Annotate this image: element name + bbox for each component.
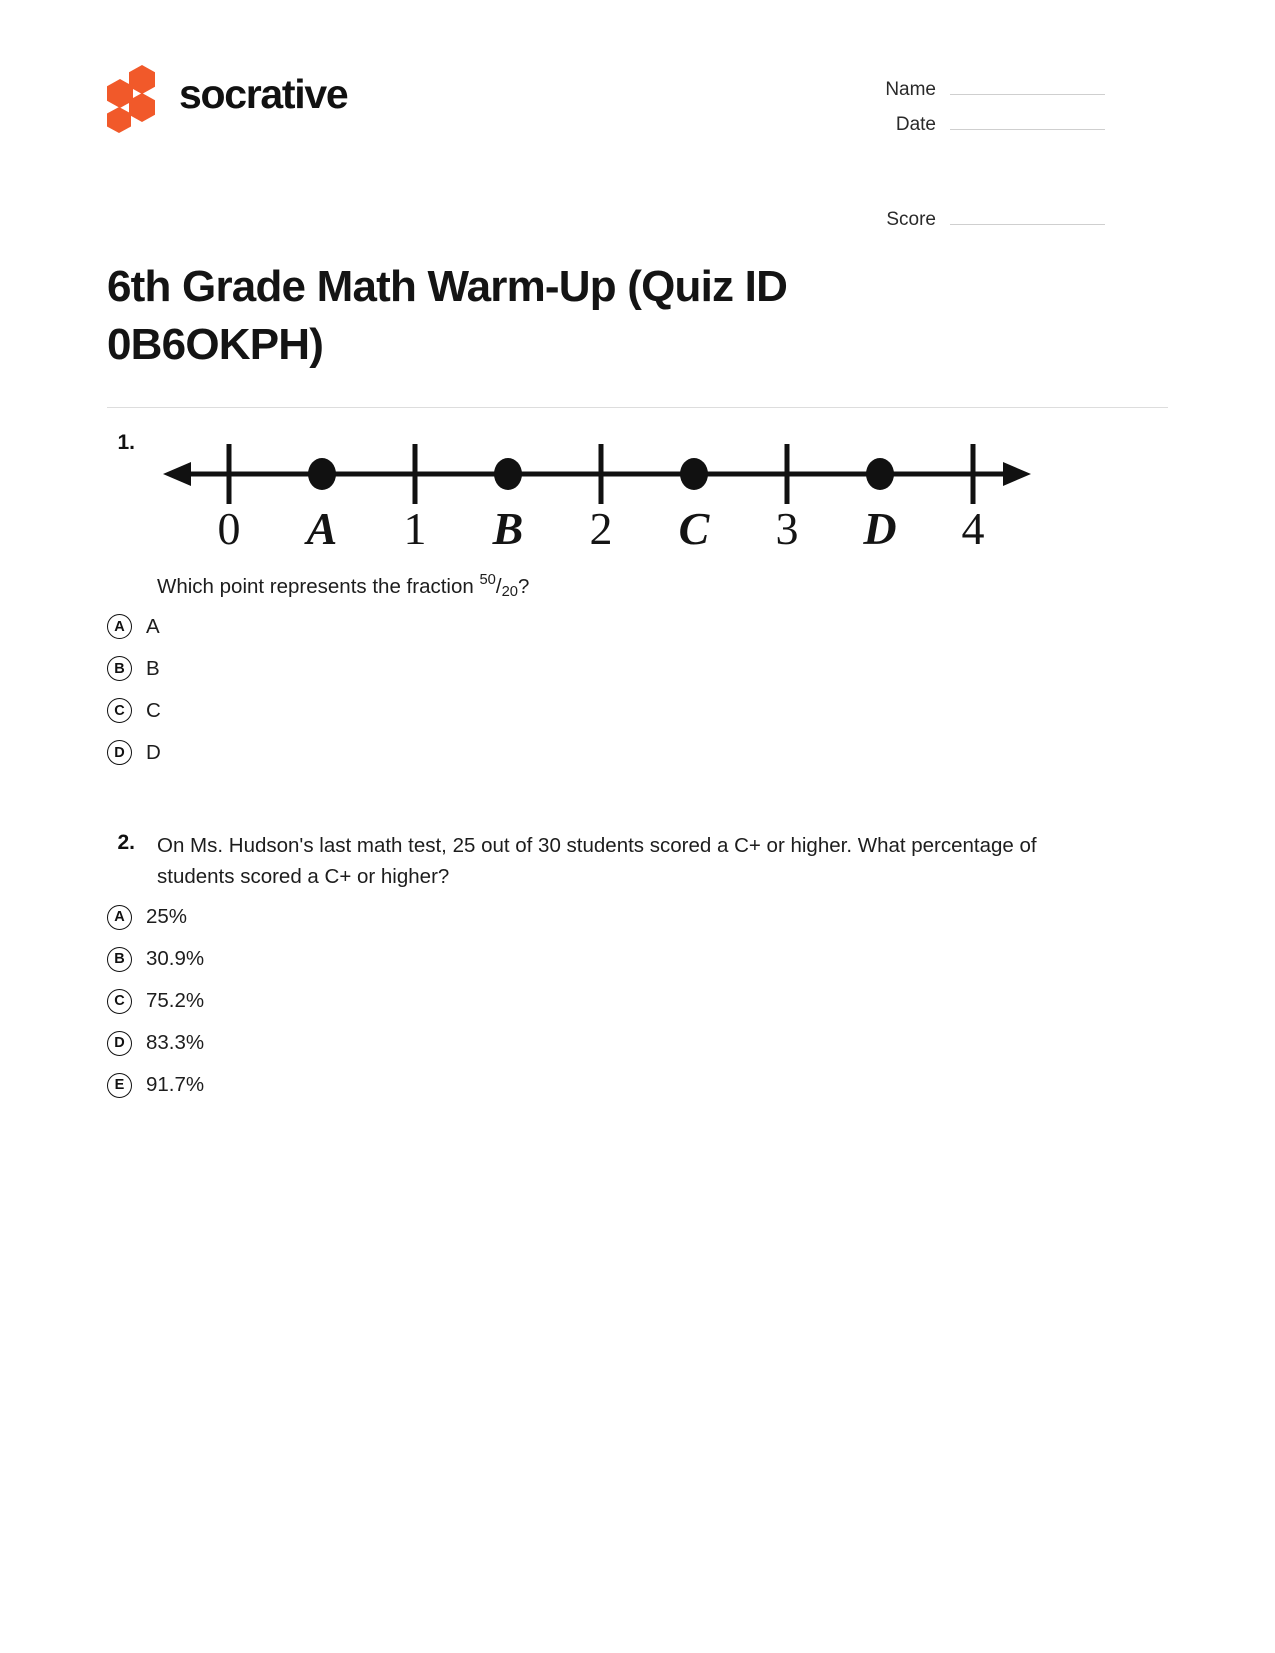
page-header [0, 0, 1275, 240]
question-1 [107, 430, 1168, 765]
option-bubble-c[interactable]: C [107, 989, 132, 1014]
svg-text:1: 1 [403, 503, 427, 553]
option-2-e[interactable] [107, 1073, 1168, 1098]
option-1-a[interactable] [107, 614, 1168, 639]
option-label-b: 30.9% [146, 946, 205, 970]
question-spacer [107, 782, 1168, 830]
fraction-slash: / [495, 575, 502, 599]
option-bubble-b[interactable]: B [107, 656, 132, 681]
svg-text:B: B [492, 503, 524, 553]
question-1-number: 1. [117, 431, 135, 455]
option-2-a[interactable] [107, 905, 1168, 930]
socrative-hexagon-mark-icon [107, 65, 163, 123]
header-divider [107, 407, 1168, 408]
option-label-a: 25% [146, 904, 188, 928]
svg-text:3: 3 [775, 503, 799, 553]
student-info-fields [805, 55, 1105, 240]
svg-text:A: A [306, 503, 338, 553]
title-section [0, 258, 1275, 374]
name-input-line[interactable] [950, 75, 1105, 95]
svg-text:4: 4 [961, 503, 985, 553]
question-1-body [157, 430, 1168, 602]
number-line-figure [157, 432, 1168, 557]
option-bubble-b[interactable]: B [107, 947, 132, 972]
date-label: Date [895, 114, 936, 135]
fraction-numerator: 50 [479, 572, 496, 589]
option-label-d: 83.3% [146, 1030, 205, 1054]
score-label: Score [886, 209, 936, 230]
option-bubble-c[interactable]: C [107, 698, 132, 723]
option-label-d: D [146, 740, 161, 764]
question-1-head [107, 430, 1168, 602]
option-2-b[interactable] [107, 947, 1168, 972]
option-bubble-a[interactable]: A [107, 905, 132, 930]
option-2-c[interactable] [107, 989, 1168, 1014]
socrative-logo [107, 65, 347, 123]
question-2-body [157, 830, 1168, 892]
question-2-text: On Ms. Hudson's last math test, 25 out of 30 students scored a C+ or higher. What percentage of students scored a C+ or higher? [157, 834, 1037, 889]
option-bubble-a[interactable]: A [107, 614, 132, 639]
fraction-50-over-20 [479, 572, 519, 601]
svg-text:0: 0 [217, 503, 241, 553]
option-2-d[interactable] [107, 1031, 1168, 1056]
score-field-row [805, 205, 1105, 231]
option-label-e: 91.7% [146, 1072, 205, 1096]
date-input-line[interactable] [950, 110, 1105, 130]
page-title: 6th Grade Math Warm-Up (Quiz ID 0B6OKPH) [107, 262, 788, 370]
question-2-options [107, 905, 1168, 1098]
svg-text:D: D [863, 503, 897, 553]
question-1-text-tail: ? [518, 575, 530, 599]
score-input-line[interactable] [950, 205, 1105, 225]
option-label-b: B [146, 656, 160, 680]
question-2-head [107, 830, 1168, 892]
question-1-options [107, 614, 1168, 765]
question-2-number: 2. [117, 831, 135, 855]
name-label: Name [885, 79, 936, 100]
option-label-c: 75.2% [146, 988, 205, 1012]
hexagon-icon-4 [107, 107, 131, 133]
fraction-denominator: 20 [501, 584, 519, 601]
option-1-d[interactable] [107, 740, 1168, 765]
option-bubble-e[interactable]: E [107, 1073, 132, 1098]
svg-text:2: 2 [589, 503, 613, 553]
option-bubble-d[interactable]: D [107, 1031, 132, 1056]
option-1-c[interactable] [107, 698, 1168, 723]
option-bubble-d[interactable]: D [107, 740, 132, 765]
option-label-a: A [146, 614, 160, 638]
question-2 [107, 830, 1168, 1097]
question-1-text [157, 571, 1057, 602]
brand-wordmark: socrative [179, 70, 348, 117]
name-field-row [805, 75, 1105, 101]
number-line-svg [157, 432, 1037, 552]
option-1-b[interactable] [107, 656, 1168, 681]
date-field-row [805, 110, 1105, 136]
option-label-c: C [146, 698, 161, 722]
question-1-text-lead: Which point represents the fraction [157, 575, 480, 599]
questions-list [0, 430, 1275, 1097]
svg-text:C: C [678, 503, 710, 553]
